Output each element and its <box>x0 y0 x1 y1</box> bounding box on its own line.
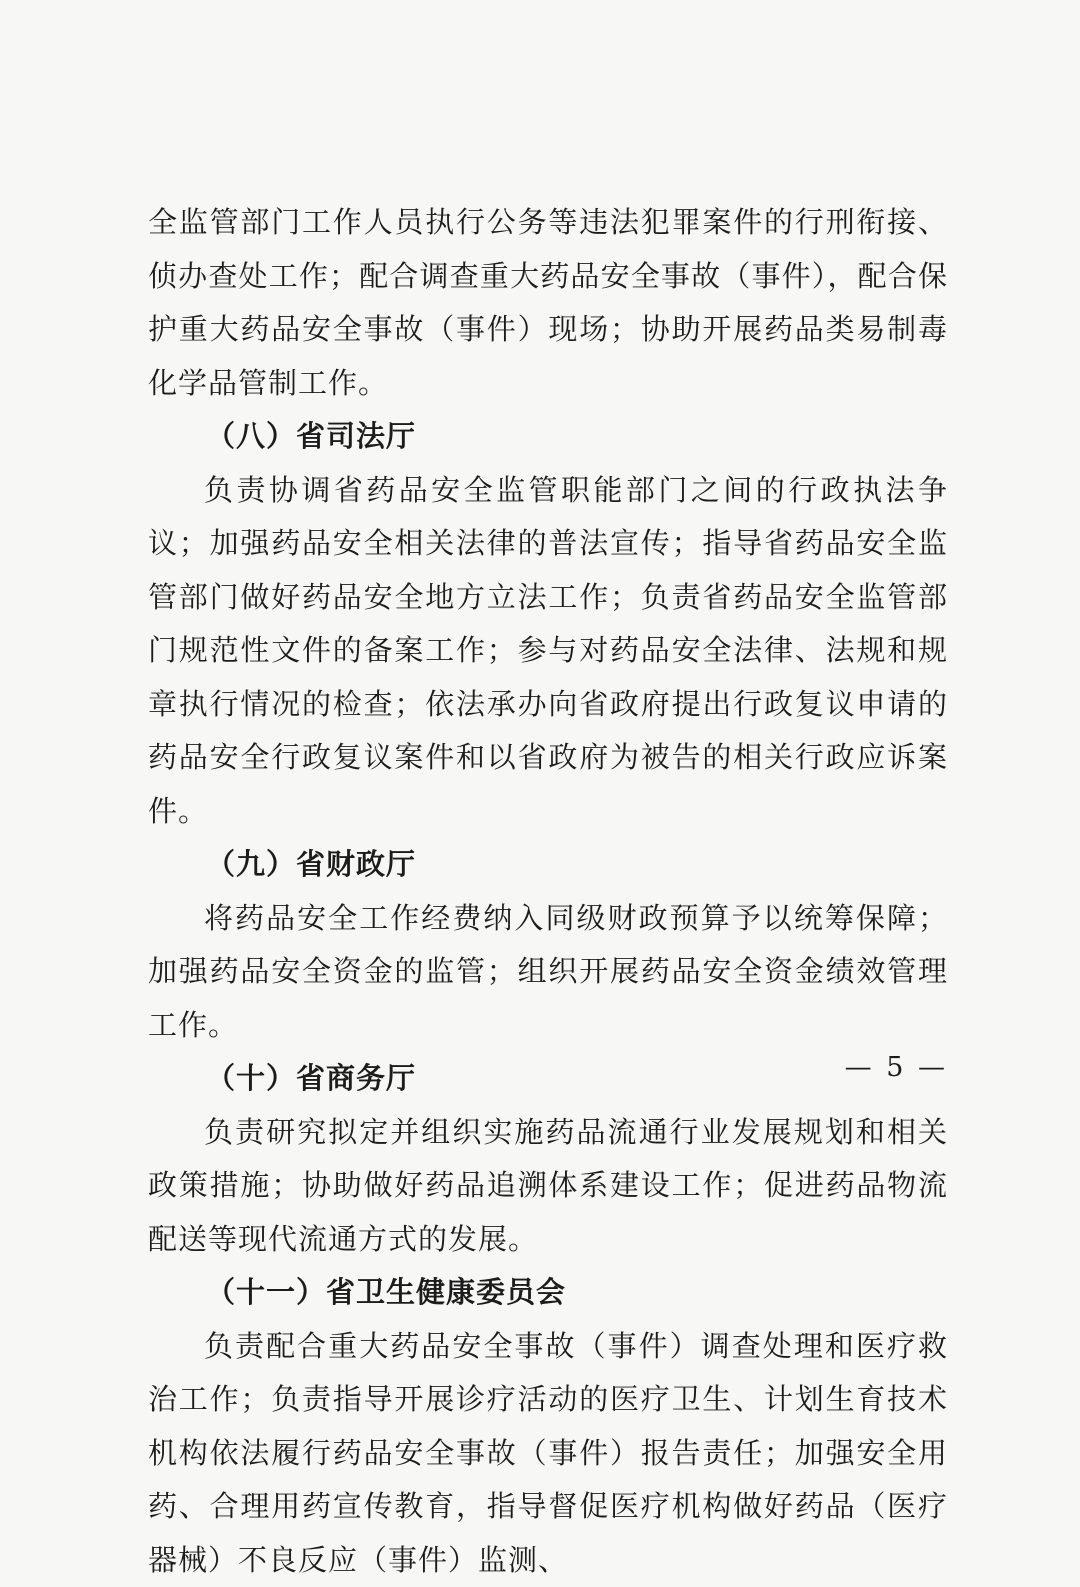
section-body-11: 负责配合重大药品安全事故（事件）调查处理和医疗救治工作；负责指导开展诊疗活动的医疗卫生、计划生育技术机构依法履行药品安全事故（事件）报告责任；加强安全用药、合理用药宣传教育，指导督促医疗机构做好药品（医疗器械）不良反应（事件）监测、 <box>148 1320 948 1587</box>
page-number: — 5 — <box>845 1052 948 1083</box>
document-body <box>148 196 948 1587</box>
section-heading-11: （十一）省卫生健康委员会 <box>148 1266 948 1320</box>
section-heading-10: （十）省商务厅 <box>148 1052 948 1106</box>
section-body-8: 负责协调省药品安全监管职能部门之间的行政执法争议；加强药品安全相关法律的普法宣传；指导省药品安全监管部门做好药品安全地方立法工作；负责省药品安全监管部门规范性文件的备案工作；参与对药品安全法律、法规和规章执行情况的检查；依法承办向省政府提出行政复议申请的药品安全行政复议案件和以省政府为被告的相关行政应诉案件。 <box>148 464 948 839</box>
section-heading-8: （八）省司法厅 <box>148 410 948 464</box>
section-heading-9: （九）省财政厅 <box>148 838 948 892</box>
intro-paragraph: 全监管部门工作人员执行公务等违法犯罪案件的行刑衔接、侦办查处工作；配合调查重大药品安全事故（事件），配合保护重大药品安全事故（事件）现场；协助开展药品类易制毒化学品管制工作。 <box>148 196 948 410</box>
section-body-9: 将药品安全工作经费纳入同级财政预算予以统筹保障；加强药品安全资金的监管；组织开展药品安全资金绩效管理工作。 <box>148 892 948 1053</box>
page-footer <box>0 1052 1080 1092</box>
section-body-10: 负责研究拟定并组织实施药品流通行业发展规划和相关政策措施；协助做好药品追溯体系建设工作；促进药品物流配送等现代流通方式的发展。 <box>148 1106 948 1267</box>
